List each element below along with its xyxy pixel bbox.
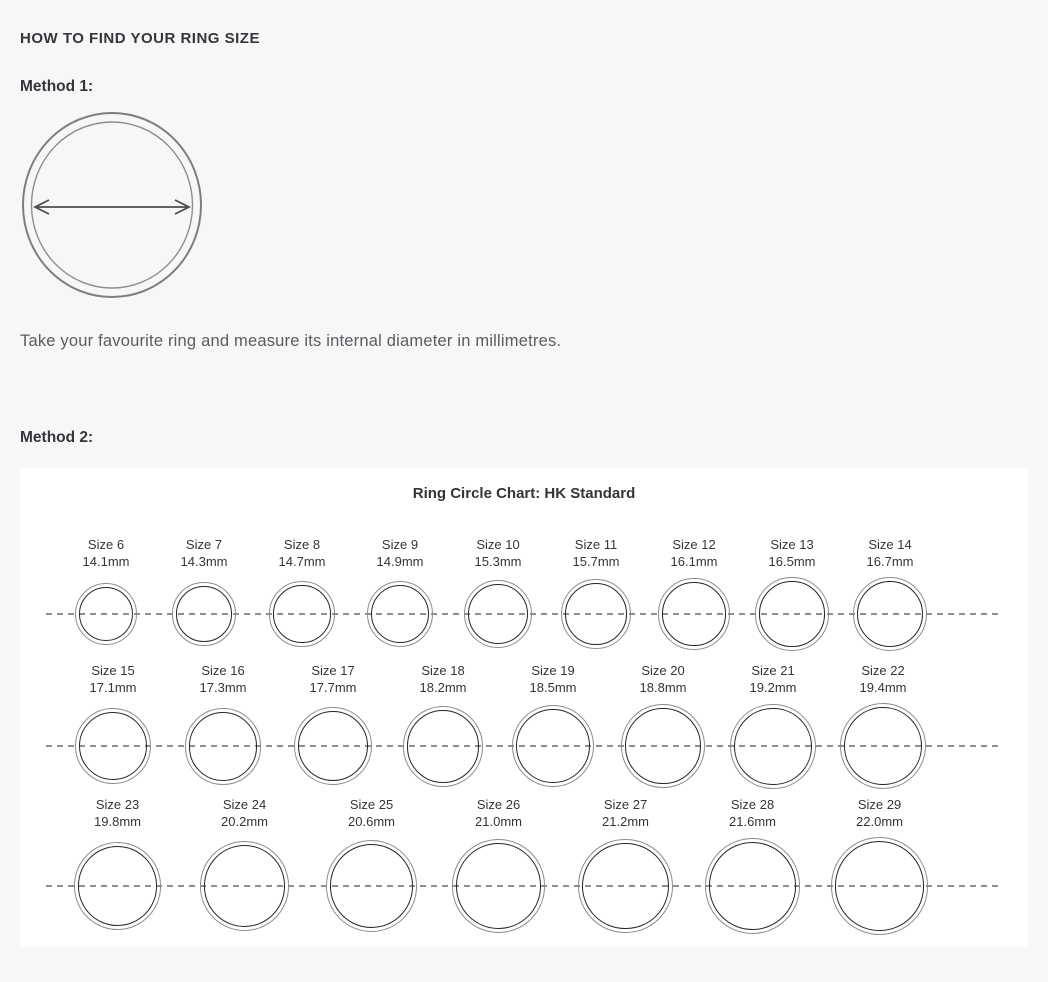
ring-size-item — [743, 536, 841, 651]
ring-diameter-label: 14.3mm — [180, 554, 228, 569]
ring-outer-circle — [23, 113, 201, 297]
ring-circle-area — [730, 703, 815, 789]
ring-circle-chart-panel — [20, 468, 1028, 947]
ring-inner-circle — [32, 122, 193, 288]
ring-diameter-label: 14.9mm — [376, 554, 424, 569]
ring-diameter-label: 17.1mm — [89, 680, 137, 696]
ring-size-item — [155, 536, 253, 651]
ring-circle — [730, 704, 815, 789]
ring-circle-area — [705, 837, 801, 935]
ring-circle-area — [561, 577, 631, 651]
ring-diameter-label: 16.1mm — [670, 554, 718, 569]
page-title: HOW TO FIND YOUR RING SIZE — [20, 30, 260, 47]
ring-diameter-illustration — [20, 111, 204, 299]
ring-circle-inner — [662, 582, 725, 645]
ring-row-1 — [20, 536, 1028, 651]
ring-circle — [464, 580, 532, 648]
ring-circle-area — [75, 577, 138, 651]
ring-size-item — [841, 536, 939, 651]
ring-circle — [269, 581, 334, 646]
ring-size-label: Size 29 — [857, 797, 902, 813]
ring-circle-inner — [709, 842, 797, 930]
ring-circle-area — [75, 703, 151, 789]
ring-size-item — [253, 536, 351, 651]
ring-diameter-label: 14.7mm — [278, 554, 326, 569]
ring-circle-inner — [835, 841, 925, 931]
ring-circle-area — [755, 577, 828, 651]
ring-circle-area — [452, 837, 545, 935]
ring-size-item — [816, 796, 943, 935]
ring-circle — [561, 579, 631, 649]
ring-diameter-label: 16.5mm — [768, 554, 816, 569]
ring-diameter-label: 21.6mm — [729, 814, 776, 830]
ring-size-label: Size 26 — [476, 797, 521, 813]
ring-circle — [512, 705, 594, 787]
ring-circle-area — [294, 703, 373, 789]
ring-size-item — [308, 796, 435, 935]
ring-size-item — [435, 796, 562, 935]
method1-label: Method 1: — [20, 78, 94, 95]
ring-circle-inner — [582, 843, 668, 929]
ring-circle-area — [269, 577, 334, 651]
ring-circle-area — [578, 837, 672, 935]
ring-size-label: Size 23 — [95, 797, 140, 813]
ring-size-label: Size 17 — [311, 663, 355, 679]
ring-circle-inner — [79, 712, 147, 780]
ring-circle-area — [512, 703, 594, 789]
ring-circle-inner — [625, 708, 700, 783]
ring-circle — [705, 838, 801, 934]
ring-size-item — [351, 536, 449, 651]
ring-diameter-label: 19.8mm — [94, 814, 141, 830]
ring-size-label: Size 15 — [91, 663, 135, 679]
ring-size-label: Size 16 — [201, 663, 245, 679]
ring-circle-area — [840, 703, 926, 789]
ring-diameter-label: 16.7mm — [866, 554, 914, 569]
ring-size-item — [278, 662, 388, 789]
ring-circle-inner — [468, 584, 528, 644]
ring-size-label: Size 13 — [770, 537, 814, 552]
ring-diameter-label: 20.2mm — [221, 814, 268, 830]
ring-diameter-label: 22.0mm — [856, 814, 903, 830]
ring-circle — [452, 839, 545, 932]
ring-size-item — [57, 536, 155, 651]
ring-size-label: Size 18 — [421, 663, 465, 679]
ring-size-label: Size 7 — [185, 537, 223, 552]
ring-size-item — [498, 662, 608, 789]
ring-diameter-label: 19.2mm — [749, 680, 797, 696]
ring-diameter-label: 21.0mm — [475, 814, 522, 830]
ring-circle-area — [464, 577, 532, 651]
ring-row-2 — [20, 662, 1028, 789]
ring-circle-inner — [78, 846, 158, 926]
ring-circle-inner — [456, 843, 541, 928]
ring-size-label: Size 25 — [349, 797, 394, 813]
ring-diameter-label: 18.8mm — [639, 680, 687, 696]
ring-circle — [853, 577, 927, 651]
ring-size-guide-page — [0, 30, 1048, 446]
ring-circle-area — [831, 837, 929, 935]
ring-size-label: Size 28 — [730, 797, 775, 813]
ring-size-label: Size 6 — [87, 537, 125, 552]
ring-size-item — [547, 536, 645, 651]
ring-size-label: Size 21 — [751, 663, 795, 679]
ring-circle — [403, 706, 484, 787]
ring-size-label: Size 19 — [531, 663, 575, 679]
ring-circle — [658, 578, 729, 649]
ring-size-item — [58, 662, 168, 789]
ring-size-label: Size 8 — [283, 537, 321, 552]
ring-circle-area — [172, 577, 235, 651]
ring-diameter-label: 20.6mm — [348, 814, 395, 830]
ring-circle-inner — [844, 707, 922, 785]
ring-size-item — [689, 796, 816, 935]
ring-size-item — [168, 662, 278, 789]
ring-circle — [75, 708, 151, 784]
ring-circle-inner — [857, 581, 923, 647]
ring-circle — [326, 840, 417, 931]
ring-circle-area — [621, 703, 704, 789]
ring-circle — [185, 708, 262, 785]
ring-circle-area — [185, 703, 262, 789]
ring-circle — [172, 582, 235, 645]
method2-label: Method 2: — [20, 429, 94, 446]
ring-outline-icon — [20, 111, 204, 299]
ring-circle-inner — [204, 845, 286, 927]
ring-size-label: Size 12 — [672, 537, 716, 552]
ring-circle-inner — [371, 585, 429, 643]
ring-diameter-label: 18.2mm — [419, 680, 467, 696]
ring-circle-inner — [734, 708, 811, 785]
ring-circle-area — [326, 837, 417, 935]
ring-circle-inner — [273, 585, 330, 642]
chart-title: Ring Circle Chart: HK Standard — [412, 485, 636, 502]
ring-circle-area — [74, 837, 162, 935]
ring-circle-area — [658, 577, 729, 651]
ring-size-item — [608, 662, 718, 789]
ring-circle — [755, 577, 828, 650]
ring-circle — [367, 581, 433, 647]
ring-circle-area — [403, 703, 484, 789]
ring-row-3 — [20, 796, 1028, 935]
ring-circle — [200, 841, 290, 931]
ring-circle — [840, 703, 926, 789]
ring-size-label: Size 14 — [868, 537, 912, 552]
ring-diameter-label: 14.1mm — [82, 554, 130, 569]
ring-size-label: Size 9 — [381, 537, 419, 552]
ring-circle-inner — [516, 709, 590, 783]
ring-diameter-label: 18.5mm — [529, 680, 577, 696]
ring-size-item — [828, 662, 938, 789]
ring-diameter-label: 19.4mm — [859, 680, 907, 696]
method1-description: Take your favourite ring and measure its internal diameter in millimetres. — [20, 332, 562, 350]
ring-circle — [578, 839, 672, 933]
ring-circle-inner — [189, 712, 258, 781]
ring-diameter-label: 17.3mm — [199, 680, 247, 696]
ring-diameter-label: 17.7mm — [309, 680, 357, 696]
ring-size-label: Size 20 — [641, 663, 685, 679]
ring-circle — [75, 583, 138, 646]
ring-circle-area — [853, 577, 927, 651]
ring-size-item — [562, 796, 689, 935]
ring-circle — [831, 837, 929, 935]
ring-size-item — [54, 796, 181, 935]
ring-diameter-label: 21.2mm — [602, 814, 649, 830]
ring-size-label: Size 27 — [603, 797, 648, 813]
ring-circle-inner — [330, 844, 413, 927]
ring-size-label: Size 22 — [861, 663, 905, 679]
ring-circle — [74, 842, 162, 930]
ring-circle — [621, 704, 704, 787]
ring-size-item — [718, 662, 828, 789]
ring-circle-inner — [407, 710, 480, 783]
ring-size-item — [449, 536, 547, 651]
ring-circle — [294, 707, 373, 786]
ring-circle-inner — [759, 581, 824, 646]
ring-circle-inner — [565, 583, 627, 645]
ring-circle-area — [367, 577, 433, 651]
ring-size-label: Size 10 — [476, 537, 520, 552]
ring-circle-inner — [176, 586, 231, 641]
ring-diameter-label: 15.3mm — [474, 554, 522, 569]
ring-circle-inner — [79, 587, 134, 642]
ring-size-item — [181, 796, 308, 935]
ring-size-label: Size 24 — [222, 797, 267, 813]
ring-diameter-label: 15.7mm — [572, 554, 620, 569]
diameter-arrow-icon — [35, 200, 189, 214]
ring-size-item — [645, 536, 743, 651]
ring-size-label: Size 11 — [574, 537, 618, 552]
ring-circle-inner — [298, 711, 369, 782]
ring-circle-area — [200, 837, 290, 935]
ring-size-item — [388, 662, 498, 789]
